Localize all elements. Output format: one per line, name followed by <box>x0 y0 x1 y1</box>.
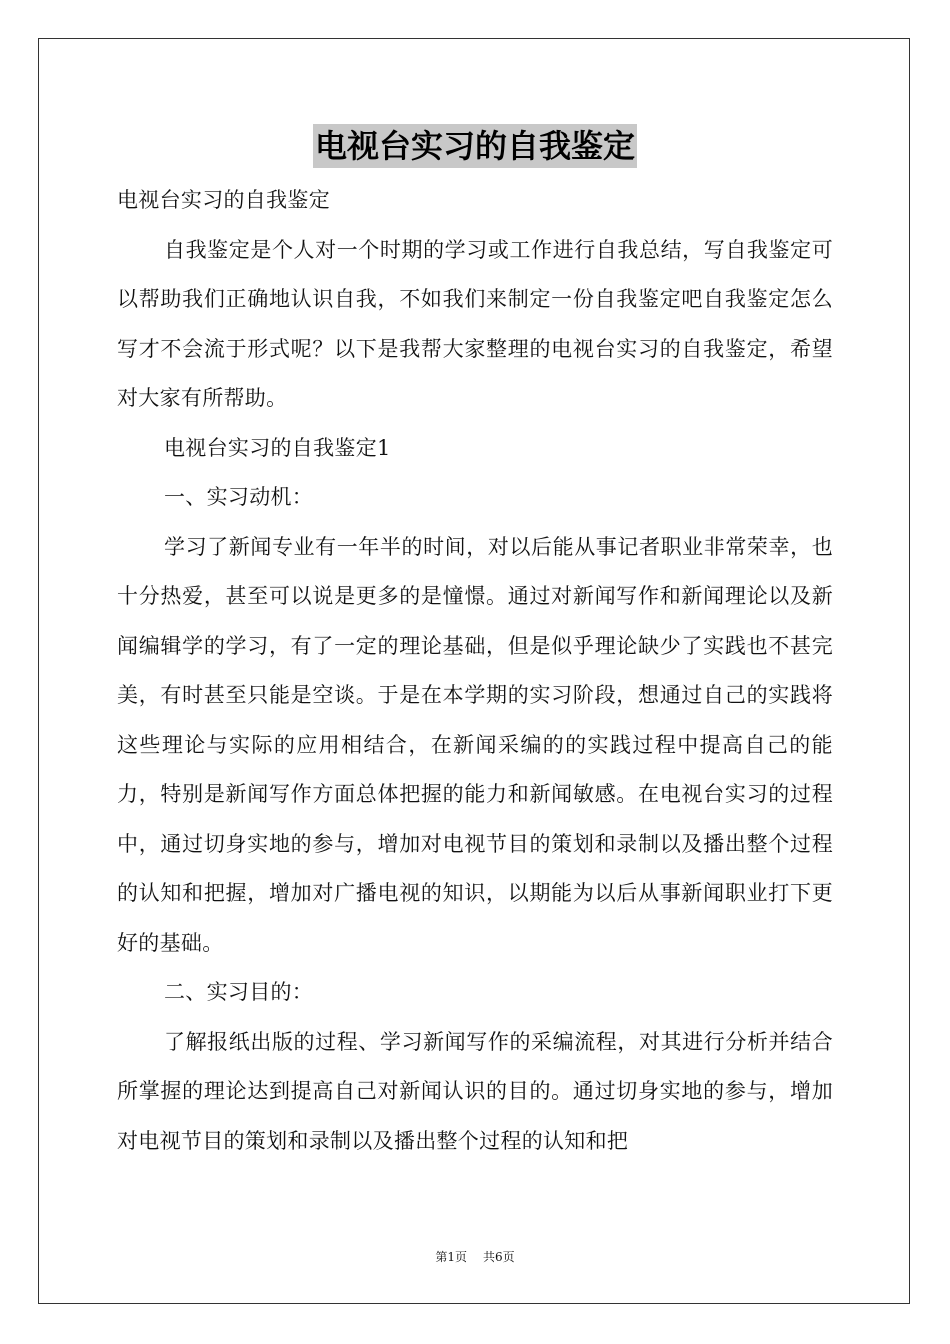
paragraph-purpose: 了解报纸出版的过程、学习新闻写作的采编流程，对其进行分析并结合所掌握的理论达到提高自己对新闻认识的目的。通过切身实地的参与，增加对电视节目的策划和录制以及播出整个过程的认知和把 <box>117 1029 833 1153</box>
document-title: 电视台实习的自我鉴定 <box>313 124 637 168</box>
section-heading-motivation: 一、实习动机： <box>164 485 314 509</box>
page-total: 共6页 <box>483 1250 515 1264</box>
page-number: 第1页 <box>435 1250 467 1264</box>
section-heading-1: 电视台实习的自我鉴定1 <box>164 435 391 460</box>
paragraph-intro: 自我鉴定是个人对一个时期的学习或工作进行自我总结，写自我鉴定可以帮助我们正确地认识自我，不如我们来制定一份自我鉴定吧自我鉴定怎么写才不会流于形式呢？以下是我帮大家整理的电视台实习的自我鉴定，希望对大家有所帮助。 <box>117 237 833 410</box>
document-body <box>117 176 833 1166</box>
page-footer <box>0 1248 950 1265</box>
paragraph-subtitle: 电视台实习的自我鉴定 <box>117 188 330 212</box>
paragraph-motivation: 学习了新闻专业有一年半的时间，对以后能从事记者职业非常荣幸，也十分热爱，甚至可以说是更多的是憧憬。通过对新闻写作和新闻理论以及新闻编辑学的学习，有了一定的理论基础，但是似乎理论缺少了实践也不甚完美，有时甚至只能是空谈。于是在本学期的实习阶段，想通过自己的实践将这些理论与实际的应用相结合，在新闻采编的的实践过程中提高自己的能力，特别是新闻写作方面总体把握的能力和新闻敏感。在电视台实习的过程中，通过切身实地的参与，增加对电视节目的策划和录制以及播出整个过程的认知和把握，增加对广播电视的知识，以期能为以后从事新闻职业打下更好的基础。 <box>117 534 833 955</box>
section-heading-purpose: 二、实习目的： <box>164 980 314 1004</box>
title-container <box>0 124 950 168</box>
